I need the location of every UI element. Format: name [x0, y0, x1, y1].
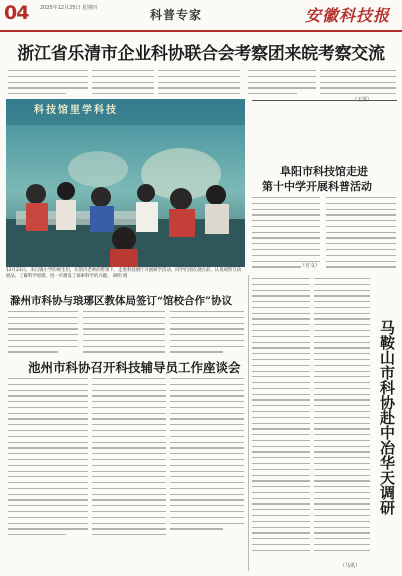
article-two-col3 — [170, 311, 244, 357]
right-article-col1 — [252, 197, 320, 272]
article-two-headline: 滁州市科协与琅琊区教体局签订“馆校合作”协议 — [10, 295, 233, 307]
article-three-headline: 池州市科协召开科技辅导员工作座谈会 — [28, 360, 241, 375]
right-article-headline-line1: 阜阳市科技馆走进 — [280, 165, 368, 178]
article-two-col2 — [83, 311, 165, 357]
main-article-col2 — [92, 70, 154, 99]
newspaper-logo: 安徽科技报 — [304, 6, 390, 25]
main-article-col4 — [248, 70, 316, 99]
right-article-byline: （方文） — [300, 263, 321, 269]
issue-date: 2025年12月25日 星期四 — [40, 5, 98, 11]
column-divider — [248, 275, 249, 571]
article-two-col1 — [8, 311, 78, 357]
article-three-col2 — [92, 378, 166, 540]
main-article-col5 — [320, 70, 396, 99]
section-title: 科普专家 — [150, 8, 203, 22]
right-article-col2 — [326, 197, 396, 272]
main-article-col3 — [158, 70, 240, 99]
divider — [252, 100, 397, 101]
right-lower-col1 — [252, 278, 310, 556]
photo-scene-graphic — [6, 99, 245, 267]
photo-overlay-title: 科技馆里学科技 — [34, 105, 118, 116]
photo-caption-text: 12月23日，来自镇小学的师生们，在馆内老师的带领下，走进科技展厅开展研学活动，同学们围在展台前，认真观察互动展品，了解科学原理，进一步激发了探索科学的兴趣。 — [6, 268, 242, 279]
main-article-col1 — [8, 70, 88, 99]
article-three-col1 — [8, 378, 88, 540]
photo-caption — [6, 268, 245, 280]
right-lower-byline: （马讯） — [340, 563, 361, 569]
photo-credit: 胡明 摄 — [112, 274, 128, 279]
main-headline: 浙江省乐清市企业科协联合会考察团来皖考察交流 — [17, 44, 385, 64]
page-header — [0, 0, 402, 32]
article-three-col3 — [170, 378, 244, 534]
right-article-headline-line2: 第十中学开展科普活动 — [262, 180, 372, 193]
right-lower-col2 — [314, 278, 370, 556]
news-photo — [6, 99, 245, 267]
page-number: 04 — [4, 2, 29, 24]
vertical-headline: 马鞍山市科协赴中冶华天调研 — [378, 320, 396, 515]
